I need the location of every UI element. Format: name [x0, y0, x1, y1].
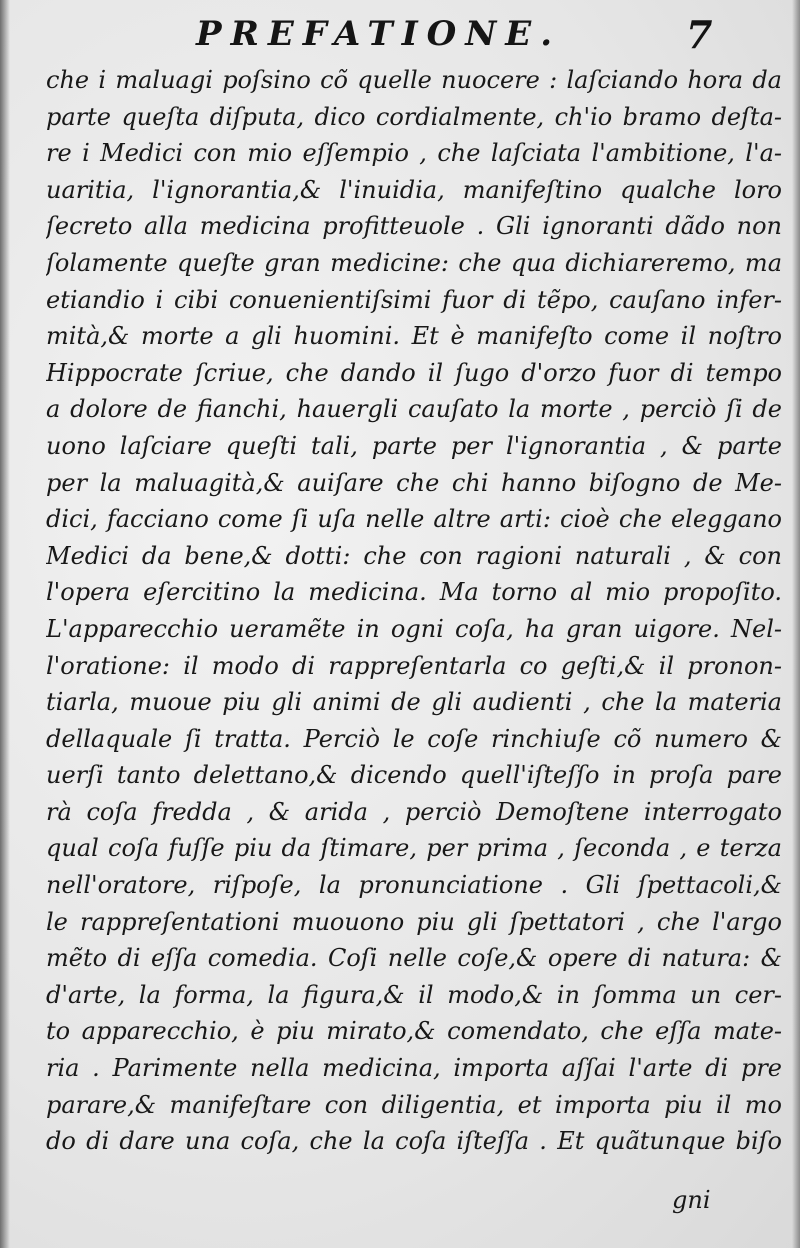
- text-line: l'oratione: il modo di rappreſentarla co geſti,& il pronon-: [46, 651, 782, 680]
- text-line: ſecreto alla medicina profitteuole . Gli ignoranti dãdo non: [46, 212, 782, 241]
- text-line: L'apparecchio ueramẽte in ogni coſa, ha gran uigore. Nel-: [46, 614, 782, 643]
- text-line: Medici da bene,& dotti: che con ragioni naturali , & con: [46, 541, 782, 570]
- running-title: PREFATIONE.: [196, 14, 562, 54]
- page-edge-shadow-left: [0, 0, 10, 1248]
- text-line: etiandio i cibi conuenientiſsimi fuor di tẽpo, cauſano infer-: [46, 285, 782, 314]
- text-line: per la maluagità,& auiſare che chi hanno biſogno de Me-: [46, 468, 782, 497]
- text-line: Hippocrate ſcriue, che dando il ſugo d'orzo fuor di tempo: [46, 358, 782, 387]
- text-line: do di dare una coſa, che la coſa iſteſſa . Et quãtunque biſo: [46, 1127, 782, 1156]
- text-line: nell'oratore, riſpoſe, la pronunciatione . Gli ſpettacoli,&: [46, 871, 782, 900]
- text-line: tiarla, muoue piu gli animi de gli audienti , che la materia: [46, 688, 782, 717]
- page-edge-shadow-right: [792, 0, 800, 1248]
- text-line: ria . Parimente nella medicina, importa aſſai l'arte di pre: [46, 1054, 782, 1083]
- catchword: gni: [672, 1186, 711, 1214]
- text-line: le rappreſentationi muouono piu gli ſpettatori , che l'argo: [46, 907, 782, 936]
- text-line: ſolamente queſte gran medicine: che qua dichiareremo, ma: [46, 248, 782, 277]
- text-line: uono laſciare queſti tali, parte per l'ignorantia , & parte: [46, 431, 782, 460]
- text-line: parte queſta diſputa, dico cordialmente, ch'io bramo deſta-: [46, 102, 782, 131]
- page-header: [0, 14, 800, 58]
- text-line: parare,& manifeſtare con diligentia, et importa piu il mo: [46, 1090, 782, 1119]
- text-line: uerſi tanto delettano,& dicendo quell'iſteſſo in proſa pare: [46, 761, 782, 790]
- text-line: che i maluagi poſsino cõ quelle nuocere : laſciando hora da: [46, 66, 782, 94]
- text-line: uaritia, l'ignorantia,& l'inuidia, manifeſtino qualche loro: [46, 175, 782, 204]
- text-line: dellaquale ſi tratta. Perciò le coſe rinchiuſe cõ numero &: [46, 724, 782, 753]
- text-line: re i Medici con mio eſſempio , che laſciata l'ambitione, l'a-: [46, 139, 782, 168]
- text-line: mità,& morte a gli huomini. Et è manifeſto come il noſtro: [46, 322, 782, 351]
- text-line: to apparecchio, è piu mirato,& comendato, che eſſa mate-: [46, 1017, 782, 1046]
- page-number: 7: [686, 12, 713, 57]
- text-line: rà coſa fredda , & arida , perciò Demoſtene interrogato: [46, 797, 782, 826]
- text-line: l'opera eſercitino la medicina. Ma torno al mio propoſito.: [46, 578, 782, 607]
- text-line: a dolore de fianchi, hauergli cauſato la morte , perciò ſi de: [46, 395, 782, 424]
- text-line: dici, facciano come ſi uſa nelle altre arti: cioè che eleggano: [46, 505, 782, 534]
- text-line: mẽto di eſſa comedia. Coſi nelle coſe,& opere di natura: &: [46, 944, 782, 973]
- text-line: qual coſa fuſſe piu da ſtimare, per prima , ſeconda , e terza: [46, 834, 782, 863]
- text-block: [46, 62, 782, 1160]
- text-line: d'arte, la forma, la figura,& il modo,& in ſomma un cer-: [46, 980, 782, 1009]
